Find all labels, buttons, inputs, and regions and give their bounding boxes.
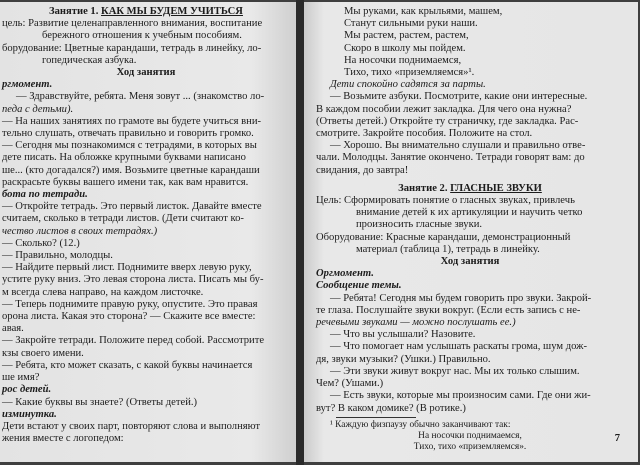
line-text: рос детей. [2,384,52,396]
text-line [316,390,624,402]
text-line [2,177,290,189]
line-text: — Найдите первый лист. Поднимите вверх левую руку, [2,262,252,274]
line-text: дете писать. На обложке крупными буквами написано [2,152,246,164]
line-text: — Откройте тетрадь. Это первый листок. Давайте вместе [2,201,262,213]
text-line [316,18,624,30]
line-text: дя, звуки музыки? (Ушки.) Правильно. [316,353,491,365]
text-line [316,207,624,219]
footnote-line: Тихо, тихо «приземляемся». [413,441,527,452]
line-text: бережного отношения к учебным пособиям. [42,30,242,42]
line-text: смотрите. Закройте пособия. Положите на стол. [316,128,533,140]
line-text: Тихо, тихо «приземляемся»¹. [344,67,475,79]
line-text: речевыми звуками — можно послушать ее.) [316,317,516,329]
line-text: Занятие 1. [49,6,102,17]
text-line [2,6,290,18]
line-text: Ход занятия [116,67,176,79]
line-text: Занятие 2. [398,182,451,194]
text-line [316,183,624,195]
text-line [2,226,290,238]
line-text: внимание детей к их артикуляции и научить четко [356,207,583,219]
line-text: те глаза. Послушайте звуки вокруг. (Если есть запись с не- [316,304,581,316]
text-line [316,317,624,329]
text-line [316,232,624,244]
line-text: Мы растем, растем, растем, [344,30,469,42]
text-line [2,140,290,152]
text-line [2,116,290,128]
text-line [2,409,290,421]
line-text: В каждом пособии лежит закладка. Для чего она нужна? [316,103,572,115]
text-line [2,43,290,55]
text-line [316,55,624,67]
book-gutter [296,0,304,465]
text-line [2,128,290,140]
text-line [2,421,290,433]
line-text: Дети встают у своих парт, повторяют слова и выполняют [2,420,261,432]
line-text: — Какие буквы вы знаете? (Ответы детей.) [2,396,198,408]
line-text: — Сколько? (12.) [2,237,80,249]
text-line [2,67,290,79]
line-text: — Есть звуки, которые мы произносим сами. Где они жи- [330,390,591,402]
text-line [2,250,290,262]
line-text: свидания, до завтра! [316,164,409,176]
text-line [316,341,624,353]
text-line [2,165,290,177]
text-line [316,329,624,341]
text-line [2,287,290,299]
line-text: — Что вы услышали? Назовите. [330,329,476,341]
text-line [316,280,624,292]
text-line [316,128,624,140]
text-line [2,30,290,42]
text-line [316,268,624,280]
text-line [2,262,290,274]
footnote-rule [336,417,416,418]
line-text: На носочки поднимаемся, [344,54,462,66]
line-text: — Ребята, кто может сказать, с какой буквы начинается [2,359,253,371]
text-line [2,79,290,91]
text-line [2,372,290,384]
line-text: бота по тетради. [2,189,88,201]
text-line [316,43,624,55]
text-line [2,189,290,201]
text-line [316,165,624,177]
line-text: — Что помогает нам услышать раскаты грома, шум дож- [330,341,587,353]
line-text: жения вместе с логопедом: [2,433,124,445]
line-text: цель: Развитие целенаправленного внимания, воспитание [2,18,263,30]
left-page [0,2,296,462]
text-line [2,91,290,103]
line-text: чали. Молодцы. Занятие окончено. Тетради говорят вам: до [316,152,585,164]
text-line [2,201,290,213]
line-text: ше имя? [2,372,40,384]
line-text: чество листов в своих тетрадях.) [2,225,158,237]
text-line [316,152,624,164]
text-line [316,104,624,116]
text-line [2,335,290,347]
line-text: — Здравствуйте, ребята. Меня зовут ... (знакомство ло- [16,91,265,103]
line-text: — Закройте тетради. Положите перед собой. Рассмотрите [2,335,265,347]
text-line [2,384,290,396]
line-text: изминутка. [2,408,57,420]
text-line [316,30,624,42]
text-line [2,360,290,372]
text-line [2,152,290,164]
line-text: Станут сильными руки наши. [344,18,478,30]
line-text: педа с детьми). [2,103,74,115]
heading-title: КАК МЫ БУДЕМ УЧИТЬСЯ [101,6,243,17]
line-text: материал (таблица 1), тетрадь в линейку. [356,243,540,255]
line-text: борудование: Цветные карандаши, тетрадь в линейку, ло- [2,42,262,54]
line-text: вут? В каком домике? (В ротике.) [316,402,466,414]
line-text: — Эти звуки живут вокруг нас. Мы их только слышим. [330,365,580,377]
text-line [2,18,290,30]
line-text: Дети спокойно садятся за парты. [330,79,486,91]
text-line [316,79,624,91]
line-text: — Ребята! Сегодня мы будем говорить про звуки. Закрой- [330,292,592,304]
line-text: — Хорошо. Вы внимательно слушали и правильно отве- [330,140,586,152]
line-text: гопедическая азбука. [42,54,137,66]
text-line [316,293,624,305]
text-line [316,256,624,268]
heading-title: ГЛАСНЫЕ ЗВУКИ [450,182,542,194]
text-line [2,213,290,225]
line-text: Сообщение темы. [316,280,402,292]
text-line [2,323,290,335]
text-line [316,403,624,415]
line-text: устите руку вниз. Это левая сторона листа. Писать мы бу- [2,274,264,286]
line-text: — На наших занятиях по грамоте вы будете учиться вни- [2,115,262,127]
text-line [316,244,624,256]
line-text: — Возьмите азбуки. Посмотрите, какие они интересные. [330,91,588,103]
line-text: ше... (кто догадался?) имя. Возьмите цветные карандаши [2,164,260,176]
text-line [316,354,624,366]
footnote-line: На носочки поднимаемся, [418,430,522,441]
line-text: кзы своего имени. [2,347,84,359]
text-line [316,91,624,103]
footnote-line: ¹ Каждую физпаузу обычно заканчивают так: [330,419,511,430]
line-text: считаем, сколько в тетради листов. (Дети считают ко- [2,213,244,225]
line-text: ргмомент. [2,79,53,91]
line-text: Мы руками, как крыльями, машем, [344,6,503,17]
line-text: — Правильно, молодцы. [2,250,113,262]
line-text: тельно слушать, отвечать правильно и говорить громко. [2,128,254,140]
text-line [316,305,624,317]
text-line [2,397,290,409]
text-line [316,219,624,231]
text-line [2,55,290,67]
line-text: (Ответы детей.) Откройте ту страничку, где закладка. Рас- [316,115,579,127]
text-line [316,6,624,18]
text-line [316,67,624,79]
line-text: — Сегодня мы познакомимся с тетрадями, в которых вы [2,140,257,152]
text-line [316,378,624,390]
line-text: Ход занятия [440,256,500,268]
line-text: Цель: Сформировать понятие о гласных звуках, привлечь [316,195,575,207]
page-number: 7 [614,433,620,444]
text-line [316,195,624,207]
line-text: авая. [2,323,24,335]
text-line [316,116,624,128]
line-text: Скоро в школу мы пойдем. [344,42,466,54]
line-text: Оборудование: Красные карандаши, демонстрационный [316,231,571,243]
line-text: Чем? (Ушами.) [316,378,384,390]
text-line [2,104,290,116]
line-text: произносить гласные звуки. [356,219,483,231]
text-line [316,366,624,378]
text-line [2,238,290,250]
text-line [2,348,290,360]
line-text: м всегда слева направо, на каждом листочке. [2,286,204,298]
right-page [304,2,638,462]
text-line [2,433,290,445]
line-text: раскрасьте буквы вашего имени так, как вам нравится. [2,176,249,188]
text-line [2,311,290,323]
line-text: Оргмомент. [316,268,374,280]
text-line [2,299,290,311]
text-line [2,274,290,286]
line-text: — Теперь поднимите правую руку, опустите. Это правая [2,298,258,310]
text-line [316,140,624,152]
line-text: орона листа. Какая это сторона? — Скажите все вместе: [2,311,256,323]
